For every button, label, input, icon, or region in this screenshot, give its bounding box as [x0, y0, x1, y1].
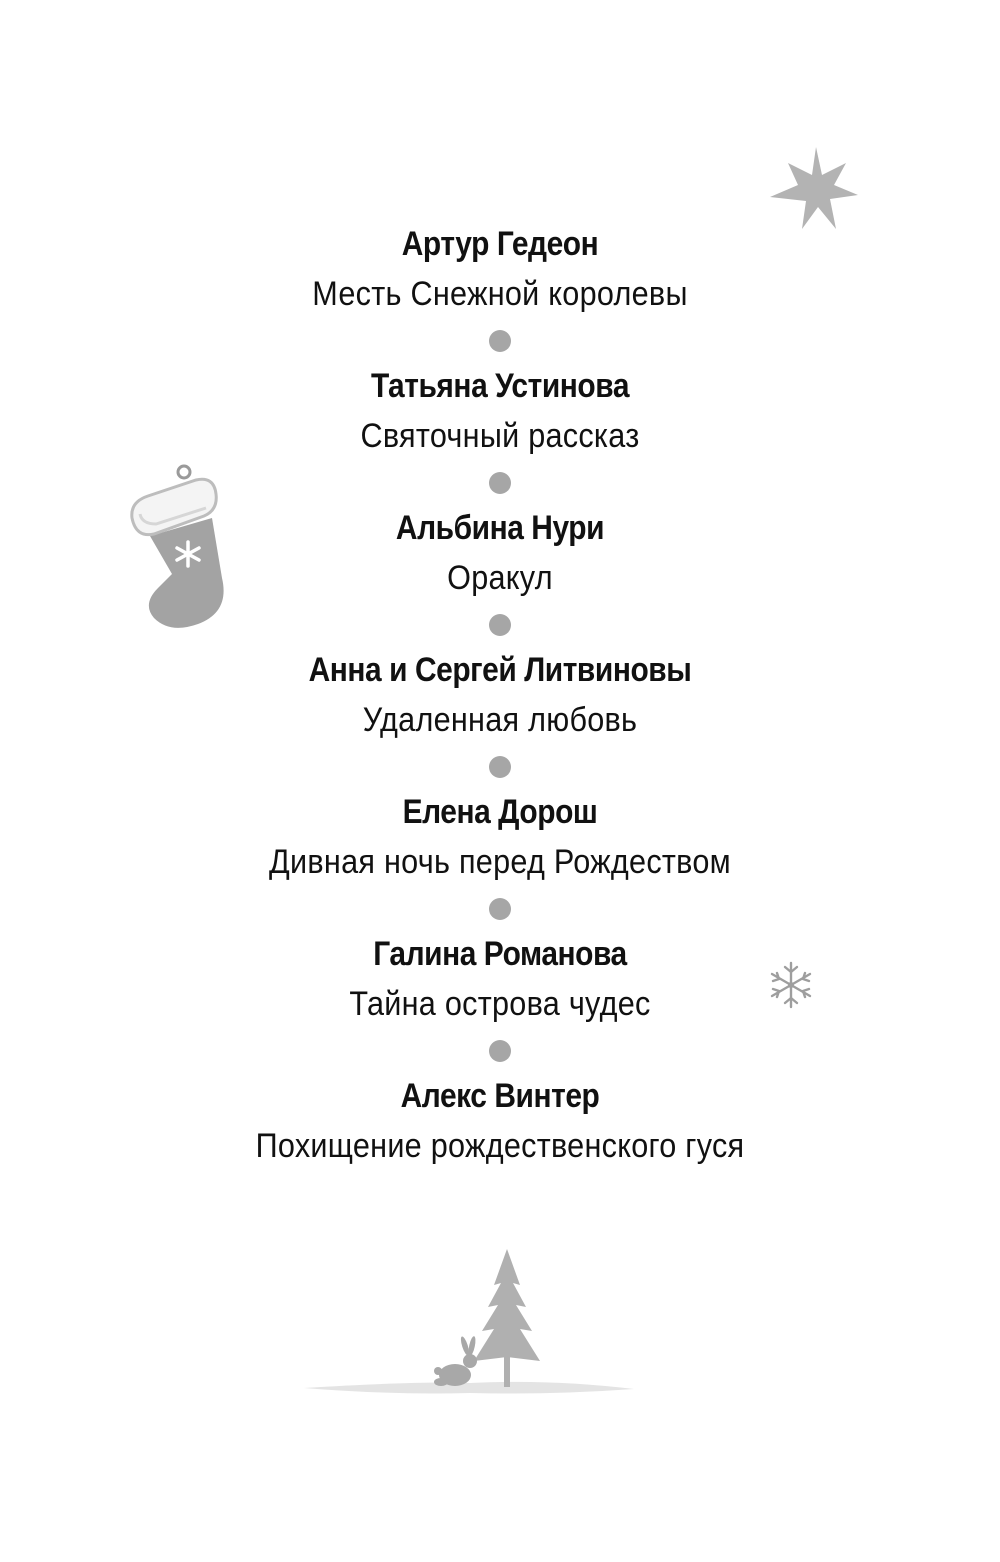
toc-entry — [0, 364, 1000, 506]
entry-title: Тайна острова чудес — [349, 985, 651, 1023]
entry-title: Месть Снежной королевы — [312, 275, 688, 313]
table-of-contents — [0, 222, 1000, 1216]
entry-author: Альбина Нури — [395, 509, 605, 547]
separator-dot — [489, 756, 511, 778]
entry-title: Оракул — [447, 559, 553, 597]
toc-entry — [0, 506, 1000, 648]
entry-author: Алекс Винтер — [400, 1077, 600, 1115]
entry-title: Похищение рождественского гуся — [255, 1127, 745, 1165]
star-icon — [768, 145, 860, 233]
entry-title: Удаленная любовь — [362, 701, 638, 739]
toc-entry — [0, 790, 1000, 932]
fir-tree-with-hare-icon — [300, 1245, 640, 1400]
entry-author: Артур Гедеон — [401, 225, 599, 263]
separator-dot — [489, 614, 511, 636]
entry-author: Анна и Сергей Литвиновы — [308, 651, 692, 689]
separator-dot — [489, 330, 511, 352]
toc-entry — [0, 648, 1000, 790]
entry-author: Татьяна Устинова — [370, 367, 630, 405]
separator-dot — [489, 472, 511, 494]
entry-author: Галина Романова — [373, 935, 627, 973]
entry-author: Елена Дорош — [402, 793, 598, 831]
entry-title: Святочный рассказ — [360, 417, 640, 455]
separator-dot — [489, 898, 511, 920]
toc-entry — [0, 932, 1000, 1074]
separator-dot — [489, 1040, 511, 1062]
entry-title: Дивная ночь перед Рождеством — [269, 843, 731, 881]
toc-entry — [0, 1074, 1000, 1216]
toc-entry — [0, 222, 1000, 364]
